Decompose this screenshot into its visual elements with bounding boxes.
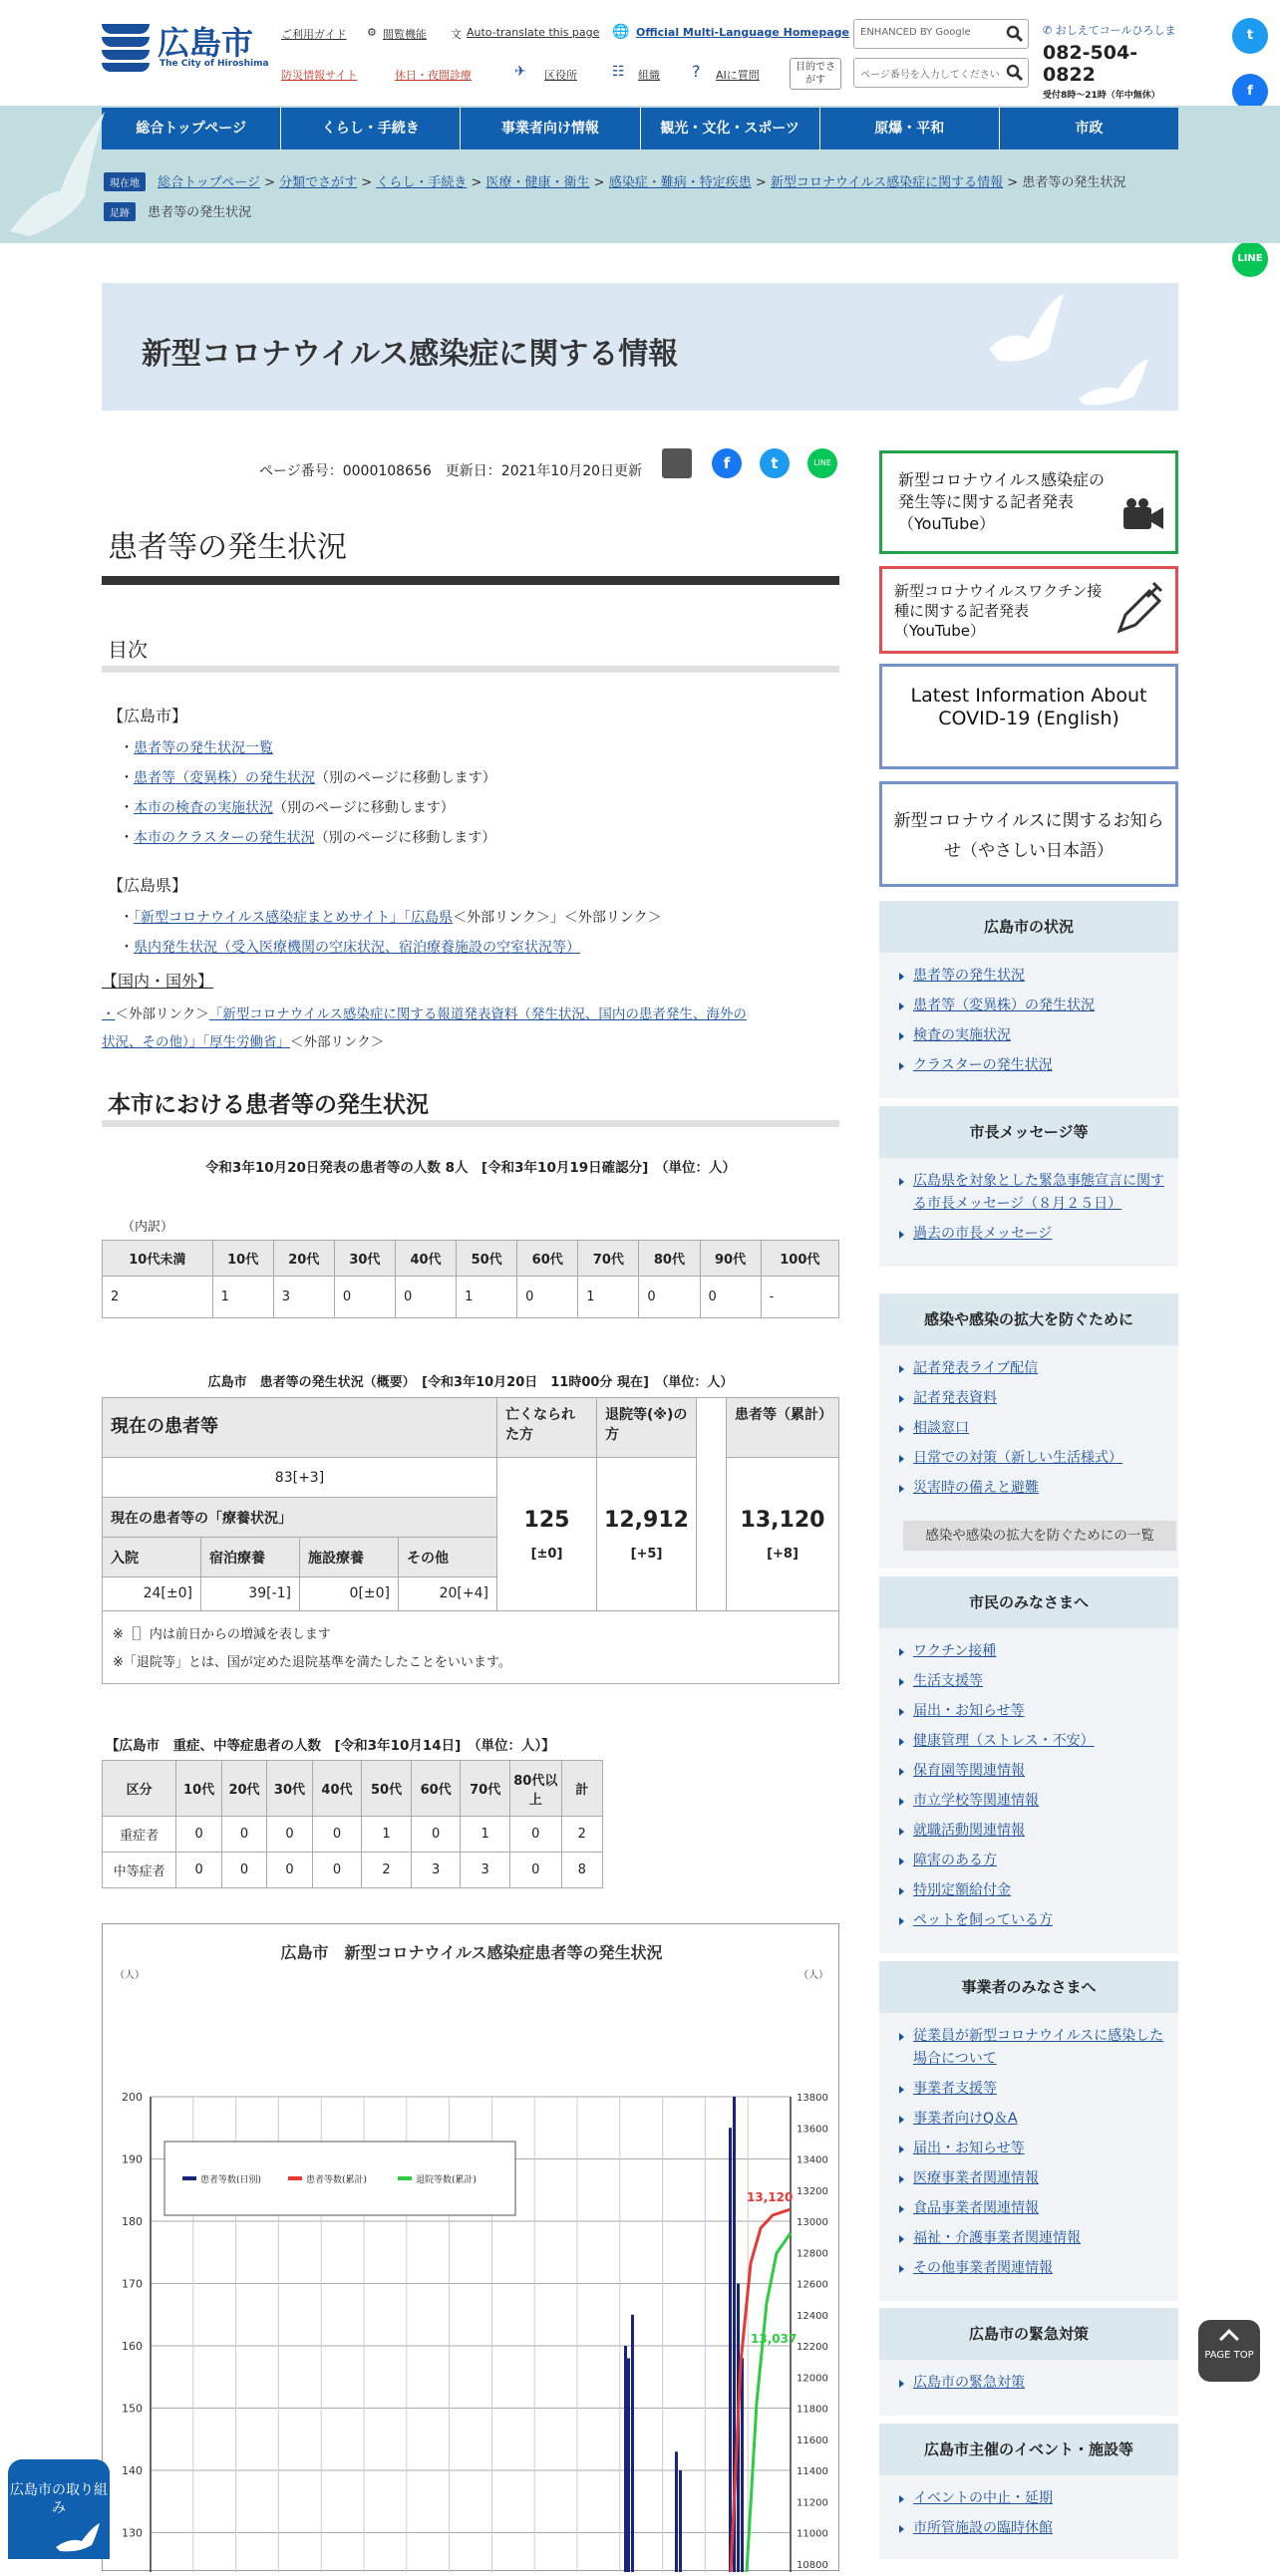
table-cell: 0 — [411, 1817, 461, 1853]
y-tick-label-left: 170 — [122, 2277, 143, 2291]
external-link-note: ＜外部リンク＞」 — [453, 910, 564, 926]
sidebar-button-label: 新型コロナウイルス感染症の発生等に関する記者発表（YouTube） — [898, 470, 1106, 533]
table-header: 10代未満 — [103, 1241, 213, 1277]
sidebar-link[interactable]: 医療事業者関連情報 — [913, 2167, 1164, 2190]
sidebar-link[interactable]: クラスターの発生状況 — [913, 1054, 1164, 1077]
daily-bar — [729, 2128, 732, 2572]
translate-icon: 文 — [451, 28, 462, 41]
nav-living[interactable]: くらし・手続き — [281, 108, 461, 149]
toc-pref-label: 【広島県】 — [108, 876, 188, 895]
y-tick-label-left: 150 — [122, 2402, 143, 2416]
table-cell: 3 — [273, 1277, 334, 1318]
site-logo[interactable] — [102, 24, 269, 72]
sidebar-section-title: 感染や感染の拡大を防ぐために — [879, 1293, 1178, 1345]
external-link-note: ＜外部リンク＞ — [563, 910, 662, 926]
page-title: 患者等の発生状況 — [108, 530, 347, 565]
sidebar-link[interactable]: 保育園等関連情報 — [913, 1760, 1164, 1783]
breadcrumb-item[interactable]: 新型コロナウイルス感染症に関する情報 — [770, 175, 1004, 190]
y-axis-label-left: （人） — [115, 1970, 145, 1981]
breadcrumb-item[interactable]: 分類でさがす — [279, 175, 358, 190]
table-cell: 0 — [176, 1817, 221, 1853]
call-center — [1043, 22, 1182, 101]
care-header: 宿泊療養 — [201, 1538, 300, 1576]
logo-text: 広島市 — [158, 24, 254, 62]
search-icon[interactable] — [1006, 64, 1024, 82]
table-header: 40代 — [395, 1241, 456, 1277]
toc-link[interactable]: 「新型コロナウイルス感染症に関する報道発表資料（発生状況、国内の患者発生、海外の — [208, 1006, 747, 1022]
toc-item: ・本市のクラスターの発生状況（別のページに移動します） — [120, 830, 496, 846]
external-link-note: ＜外部リンク＞ — [115, 1006, 209, 1022]
globe-icon: 🌐 — [612, 24, 630, 40]
total-header: 患者等（累計） — [727, 1398, 838, 1458]
line-share-icon[interactable]: LINE — [807, 448, 837, 478]
y-tick-label-right: 12400 — [797, 2310, 828, 2322]
care-value: 39[-1] — [201, 1577, 300, 1610]
y-tick-label-left: 140 — [122, 2464, 143, 2477]
table-header: 80代 — [639, 1241, 700, 1277]
severity-table — [102, 1760, 603, 1888]
y-tick-label-right: 13000 — [797, 2217, 828, 2228]
sidebar-link[interactable]: 障害のある方 — [913, 1850, 1164, 1872]
deaths-diff: [±0] — [530, 1547, 563, 1562]
nav-tourism[interactable]: 観光・文化・スポーツ — [641, 108, 820, 149]
toc-link[interactable]: 患者等（変異株）の発生状況 — [134, 770, 315, 786]
table-cell: 0 — [312, 1817, 362, 1853]
sidebar-section-prevention — [879, 1293, 1178, 1569]
history-item[interactable]: 患者等の発生状況 — [148, 205, 252, 220]
table-header-row — [103, 1241, 839, 1277]
care-header: その他 — [407, 1551, 449, 1567]
y-tick-label-right: 13800 — [797, 2093, 828, 2104]
sidebar-link[interactable]: 広島県を対象とした緊急事態宣言に関する市長メッセージ（８月２５日） — [913, 1170, 1164, 1216]
twitter-icon[interactable]: t — [1232, 18, 1268, 54]
table-header-row — [103, 1761, 603, 1817]
section-title: 本市における患者等の発生状況 — [108, 1092, 429, 1118]
banner-title: 新型コロナウイルス感染症に関する情報 — [142, 337, 679, 372]
toc-item: ・患者等（変異株）の発生状況（別のページに移動します） — [120, 770, 496, 786]
daily-bar — [741, 2359, 744, 2573]
y-tick-label-right: 13400 — [797, 2154, 828, 2166]
daily-bar — [624, 2346, 627, 2572]
table-header: 90代 — [700, 1241, 761, 1277]
sidebar-link[interactable]: 検査の実施状況 — [913, 1024, 1164, 1047]
night-clinic-link[interactable]: 休日・夜間診療 — [395, 69, 472, 82]
section-divider — [102, 1120, 839, 1127]
site-header — [0, 0, 1280, 106]
care-value: 0[±0] — [300, 1577, 399, 1610]
initiatives-label: 広島市の取り組み — [10, 2482, 108, 2516]
toc-heading: 目次 — [108, 638, 148, 662]
toc-item: ・本市の検査の実施状況（別のページに移動します） — [120, 800, 455, 816]
table-header: 80代以上 — [509, 1761, 561, 1817]
sidebar-link[interactable]: 患者等（変異株）の発生状況 — [913, 995, 1164, 1017]
multilanguage-link[interactable]: Official Multi-Language Homepage — [636, 26, 849, 39]
guide-link[interactable]: ご利用ガイド — [281, 28, 347, 41]
sidebar-link[interactable]: 食品事業者関連情報 — [913, 2197, 1164, 2220]
y-tick-label-right: 13200 — [797, 2185, 828, 2197]
nav-peace[interactable]: 原爆・平和 — [820, 108, 1000, 149]
table-header: 50代 — [457, 1241, 517, 1277]
care-value: 20[+4] — [439, 1585, 488, 1601]
sidebar-link[interactable]: 健康管理（ストレス・不安） — [913, 1730, 1164, 1753]
age-table — [102, 1240, 839, 1318]
toc-link[interactable]: 本市のクラスターの発生状況 — [134, 830, 315, 846]
table-header: 30代 — [267, 1761, 312, 1817]
y-tick-label-right: 12200 — [797, 2342, 828, 2353]
question-icon: ? — [692, 62, 701, 81]
sidebar-link[interactable]: 市立学校等関連情報 — [913, 1790, 1164, 1813]
discharged-value: 12,912 — [604, 1508, 689, 1533]
sidebar-section-title: 市長メッセージ等 — [879, 1106, 1178, 1158]
google-search-label: ENHANCED BY Google — [860, 27, 971, 38]
toc-link[interactable]: 状況、その他）」「厚生労働省」 — [102, 1034, 290, 1050]
y-tick-label-left: 190 — [122, 2152, 143, 2166]
google-search-input[interactable] — [853, 19, 1029, 49]
y-tick-label-right: 12000 — [797, 2373, 828, 2385]
sidebar-link[interactable]: 事業者向けQ＆A — [913, 2108, 1164, 2131]
press-conf-youtube-button[interactable] — [879, 450, 1178, 554]
prevention-list-button[interactable]: 感染や感染の拡大を防ぐためにの一覧 — [903, 1521, 1176, 1551]
table-row — [103, 1277, 839, 1318]
current-patients-value: 83[+3] — [103, 1458, 497, 1498]
sidebar-link[interactable]: 相談窓口 — [913, 1417, 1164, 1440]
breadcrumb — [0, 151, 1280, 243]
deaths-cell — [497, 1458, 597, 1611]
table-header: 区分 — [103, 1761, 176, 1817]
toc-divider — [102, 666, 839, 673]
sidebar-link[interactable]: 就職活動関連情報 — [913, 1820, 1164, 1843]
sidebar-link[interactable]: 福祉・介護事業者関連情報 — [913, 2227, 1164, 2250]
spacer-cell — [697, 1398, 727, 1611]
table-cell: 0 — [639, 1277, 700, 1318]
care-header: 入院 — [103, 1538, 201, 1576]
title-divider — [102, 576, 839, 585]
sidebar-link[interactable]: 事業者支援等 — [913, 2078, 1164, 2101]
ward-office-link[interactable]: 区役所 — [544, 69, 577, 82]
y-tick-label-left: 160 — [122, 2340, 143, 2353]
table-header: 30代 — [334, 1241, 395, 1277]
discharged-diff: [+5] — [630, 1547, 663, 1562]
english-info-button[interactable]: Latest Information About COVID-19 (English) — [879, 664, 1178, 769]
y-axis-label-right: （人） — [799, 1970, 828, 1981]
care-status-header: 現在の患者等の「療養状況」 — [103, 1498, 497, 1538]
sidebar-link[interactable]: 届出・お知らせ等 — [913, 1700, 1164, 1723]
phone-icon: ✆ — [1043, 24, 1053, 37]
table-header: 10代 — [212, 1241, 273, 1277]
toc-link[interactable]: 患者等の発生状況一覧 — [134, 740, 273, 756]
logo-subtext: The City of Hiroshima — [160, 59, 269, 69]
toc-link[interactable]: 「新型コロナウイルス感染症まとめサイト」「広島県 — [134, 910, 454, 926]
table-cell: 1 — [212, 1277, 273, 1318]
toc-note: （別のページに移動します） — [315, 770, 496, 786]
table-cell: 0 — [221, 1853, 266, 1888]
toc-link[interactable]: 本市の検査の実施状況 — [134, 800, 273, 816]
deaths-header: 亡くなられた方 — [497, 1398, 597, 1458]
sidebar-link[interactable]: 生活支援等 — [913, 1670, 1164, 1693]
summary-table — [102, 1397, 839, 1684]
toc-city-label: 【広島市】 — [108, 707, 188, 725]
table-header: 60代 — [517, 1241, 578, 1277]
y-tick-label-right: 11400 — [797, 2466, 828, 2477]
breadcrumb-item[interactable]: くらし・手続き — [376, 175, 468, 190]
page-top-label: PAGE TOP — [1204, 2350, 1254, 2361]
care-value: 24[±0] — [103, 1577, 201, 1610]
sidebar-link[interactable]: イベントの中止・延期 — [913, 2487, 1164, 2510]
logo-mark-icon — [102, 24, 150, 72]
auto-translate-link[interactable]: Auto-translate this page — [467, 26, 600, 39]
breadcrumb-item[interactable]: 感染症・難病・特定疾患 — [608, 175, 752, 190]
sidebar-link[interactable]: 患者等の発生状況 — [913, 965, 1164, 988]
toc-note: （別のページに移動します） — [314, 830, 496, 846]
table-cell: 0 — [517, 1277, 578, 1318]
twitter-share-icon[interactable]: t — [760, 448, 790, 478]
sidebar-link[interactable]: その他事業者関連情報 — [913, 2257, 1164, 2280]
sidebar-link[interactable]: 過去の市長メッセージ — [913, 1223, 1164, 1246]
daily-bar — [627, 2359, 630, 2573]
sidebar-section-title: 広島市の緊急対策 — [879, 2308, 1178, 2360]
table-cell: 0 — [509, 1853, 561, 1888]
table-header: 計 — [561, 1761, 602, 1817]
y-tick-label-right: 13600 — [797, 2124, 828, 2136]
breadcrumb-history — [104, 201, 251, 221]
legend-label: 患者等数(累計) — [306, 2175, 368, 2185]
org-icon: ☷ — [612, 64, 625, 80]
bird-icon — [54, 2523, 102, 2553]
total-cell — [727, 1458, 838, 1611]
accessibility-link[interactable]: 閲覧機能 — [383, 28, 427, 41]
sidebar-section-title: 事業者のみなさまへ — [879, 1961, 1178, 2013]
search-icon[interactable] — [1006, 25, 1024, 43]
table-header: 70代 — [578, 1241, 639, 1277]
toc-item: ・県内発生状況（受入医療機関の空床状況、宿泊療養施設の空室状況等） — [120, 940, 580, 956]
sidebar-section-title: 広島市の状況 — [879, 901, 1178, 953]
syringe-icon — [1114, 581, 1163, 637]
table-cell: 2 — [362, 1853, 412, 1888]
sidebar-link[interactable]: 記者発表資料 — [913, 1387, 1164, 1410]
table-cell: 重症者 — [103, 1817, 176, 1853]
legend-label: 患者等数(日別) — [200, 2175, 262, 2185]
nav-government[interactable]: 市政 — [1075, 121, 1104, 137]
nav-business[interactable]: 事業者向け情報 — [461, 108, 640, 149]
sidebar-link[interactable]: 広島市の緊急対策 — [913, 2372, 1164, 2395]
city-initiatives-button[interactable] — [8, 2459, 110, 2559]
table-cell: 3 — [461, 1853, 510, 1888]
bird-decoration-icon — [979, 289, 1168, 409]
data-label: 13,120 — [747, 2190, 794, 2204]
current-tag: 現在地 — [104, 172, 146, 191]
table-cell: 0 — [176, 1853, 221, 1888]
table-row — [103, 1817, 603, 1853]
gear-icon: ⚙ — [367, 26, 377, 39]
cases-chart — [102, 1923, 839, 2571]
total-diff: [+8] — [767, 1547, 799, 1562]
care-header: 施設療養 — [300, 1538, 399, 1576]
y-tick-label-left: 130 — [122, 2526, 143, 2540]
age-table-note: （内訳） — [122, 1220, 174, 1235]
sidebar-section-title: 市民のみなさまへ — [879, 1576, 1178, 1628]
table-cell: 中等症者 — [103, 1853, 176, 1888]
toc-intl-item — [102, 1001, 839, 1056]
sidebar-section-title: 広島市主催のイベント・施設等 — [879, 2424, 1178, 2475]
current-patients-header: 現在の患者等 — [103, 1398, 497, 1458]
toc-item: ・「新型コロナウイルス感染症まとめサイト」「広島県＜外部リンク＞」＜外部リンク＞ — [120, 910, 662, 926]
table-header: 10代 — [176, 1761, 221, 1817]
y-tick-label-left: 180 — [122, 2215, 143, 2228]
table-cell: 2 — [561, 1817, 602, 1853]
summary-note: ※「退院等」とは、国が定めた退院基準を満たしたことをいいます。 — [113, 1655, 511, 1670]
easy-japanese-button[interactable]: 新型コロナウイルスに関するお知らせ（やさしい日本語） — [879, 781, 1178, 887]
sidebar-link[interactable]: 記者発表ライブ配信 — [913, 1357, 1164, 1380]
toc-link[interactable]: ・ — [102, 1006, 116, 1022]
page-number-input[interactable] — [853, 58, 1029, 88]
table-header: 70代 — [461, 1761, 510, 1817]
care-values — [103, 1577, 497, 1611]
y-tick-label-left: 200 — [122, 2091, 143, 2104]
facebook-icon[interactable]: f — [1232, 74, 1268, 110]
data-label: 13,037 — [751, 2332, 798, 2346]
y-tick-label-right: 11200 — [797, 2497, 828, 2509]
sidebar-link[interactable]: ワクチン接種 — [913, 1640, 1164, 1663]
table-cell: 3 — [411, 1853, 461, 1888]
table-header: 20代 — [273, 1241, 334, 1277]
y-tick-label-right: 10800 — [797, 2559, 828, 2571]
line-icon[interactable]: LINE — [1232, 241, 1268, 277]
sidebar-section-status — [879, 901, 1178, 1098]
y-tick-label-right: 12800 — [797, 2248, 828, 2260]
care-headers — [103, 1538, 497, 1577]
table-cell: 1 — [461, 1817, 510, 1853]
table-cell: 8 — [561, 1853, 602, 1888]
discharged-header: 退院等(※)の方 — [597, 1398, 697, 1458]
table-cell: 0 — [221, 1817, 266, 1853]
toc-item: ・患者等の発生状況一覧 — [120, 740, 273, 756]
external-link-note: ＜外部リンク＞ — [290, 1034, 385, 1050]
sidebar-section-emergency — [879, 2308, 1178, 2416]
table-cell: 1 — [457, 1277, 517, 1318]
breadcrumb-current: 現在地 総合トップページ > 分類でさがす > くらし・手続き > 医療・健康・衛生 > 感染症・難病・特定疾患 > 新型コロナウイルス感染症に関する情報 > 患者等の発生状況 — [104, 171, 1125, 191]
legend-label: 退院等数(累計) — [416, 2175, 478, 2185]
breadcrumb-last: 患者等の発生状況 — [1022, 175, 1126, 190]
table-header: 40代 — [312, 1761, 362, 1817]
category-banner — [102, 283, 1178, 411]
sidebar-link[interactable]: 日常での対策（新しい生活様式） — [913, 1447, 1164, 1470]
table-header: 20代 — [221, 1761, 266, 1817]
table-cell: 0 — [334, 1277, 395, 1318]
nav-top[interactable]: 総合トップページ — [102, 108, 281, 149]
daily-bar — [675, 2451, 678, 2572]
table-cell: - — [761, 1277, 838, 1318]
sidebar-link[interactable]: 特別定額給付金 — [913, 1879, 1164, 1902]
page-info: ページ番号：0000108656 更新日：2021年10月20日更新 — [259, 463, 643, 479]
chart-title: 広島市 新型コロナウイルス感染症患者等の発生状況 — [280, 1943, 663, 1962]
summary-note: ※［］内は前日からの増減を表します — [113, 1627, 331, 1642]
table-cell: 1 — [578, 1277, 639, 1318]
chart-svg — [103, 1924, 840, 2572]
severity-caption: 【広島市 重症、中等症患者の人数 [令和3年10月14日] （単位：人）】 — [106, 1738, 555, 1754]
y-tick-label-right: 11600 — [797, 2434, 828, 2446]
call-hours: 受付8時～21時（年中無休） — [1043, 91, 1160, 101]
table-cell: 0 — [312, 1853, 362, 1888]
purpose-search-button[interactable]: 目的でさがす — [790, 58, 841, 90]
organization-link[interactable]: 組織 — [638, 69, 660, 82]
chevron-up-icon — [1219, 2329, 1239, 2349]
video-camera-icon — [1121, 497, 1165, 537]
sidebar-section-events — [879, 2424, 1178, 2559]
toc-note: （別のページに移動します） — [273, 800, 455, 816]
call-number[interactable]: 082-504-0822 — [1043, 42, 1138, 86]
toc-intl-label[interactable]: 【国内・国外】 — [102, 972, 214, 991]
summary-caption: 広島市 患者等の発生状況（概要） [令和3年10月20日 11時00分 現在] （単位：人） — [207, 1375, 734, 1390]
table-header: 60代 — [411, 1761, 461, 1817]
vaccine-youtube-button[interactable] — [879, 566, 1178, 654]
table-cell: 2 — [103, 1277, 213, 1318]
y-tick-label-right: 11000 — [797, 2528, 828, 2540]
sidebar-section-mayor — [879, 1106, 1178, 1267]
daily-bar — [679, 2470, 682, 2572]
deaths-value: 125 — [523, 1508, 570, 1533]
table-row — [103, 1853, 603, 1888]
print-icon[interactable] — [662, 448, 692, 478]
global-nav — [0, 106, 1280, 151]
page-number-placeholder: ページ番号を入力してください — [860, 70, 1000, 81]
age-table-caption: 令和3年10月20日発表の患者等の人数 8人 [令和3年10月19日確認分] （単位：人） — [204, 1160, 737, 1176]
table-cell: 0 — [395, 1277, 456, 1318]
table-cell: 1 — [362, 1817, 412, 1853]
sidebar-link[interactable]: 災害時の備えと避難 — [913, 1477, 1164, 1500]
table-cell: 0 — [267, 1853, 312, 1888]
sidebar-section-business — [879, 1961, 1178, 2301]
facebook-share-icon[interactable]: f — [712, 448, 742, 478]
discharged-cell — [597, 1458, 697, 1611]
sidebar-link[interactable]: 従業員が新型コロナウイルスに感染した場合について — [913, 2025, 1164, 2071]
table-header: 100代 — [761, 1241, 838, 1277]
y-tick-label-right: 12600 — [797, 2279, 828, 2291]
total-value: 13,120 — [740, 1508, 825, 1533]
y-tick-label-right: 11800 — [797, 2404, 828, 2416]
breadcrumb-item[interactable]: 総合トップページ — [158, 175, 260, 190]
table-cell: 0 — [509, 1817, 561, 1853]
breadcrumb-item[interactable]: 医療・健康・衛生 — [485, 175, 590, 190]
table-header: 50代 — [362, 1761, 412, 1817]
sidebar-button-label: 新型コロナウイルスワクチン接種に関する記者発表（YouTube） — [894, 582, 1103, 640]
sidebar-section-citizens — [879, 1576, 1178, 1953]
table-cell: 0 — [700, 1277, 761, 1318]
sidebar-link[interactable]: ペットを飼っている方 — [913, 1909, 1164, 1932]
sidebar-link[interactable]: 届出・お知らせ等 — [913, 2138, 1164, 2160]
toc-link[interactable]: 県内発生状況（受入医療機関の空床状況、宿泊療養施設の空室状況等） — [134, 940, 580, 956]
table-cell: 0 — [267, 1817, 312, 1853]
sidebar-link[interactable]: 市所管施設の臨時休館 — [913, 2517, 1164, 2540]
ward-office-icon: ✈ — [514, 64, 526, 80]
history-tag: 足跡 — [104, 202, 136, 221]
page-top-button[interactable] — [1198, 2320, 1260, 2382]
disaster-info-link[interactable]: 防災情報サイト — [281, 69, 358, 82]
ai-question-link[interactable]: AIに質問 — [716, 69, 760, 82]
bird-decoration-icon — [0, 112, 110, 251]
daily-bar — [631, 2315, 634, 2572]
call-label: おしえてコールひろしま — [1055, 24, 1176, 37]
